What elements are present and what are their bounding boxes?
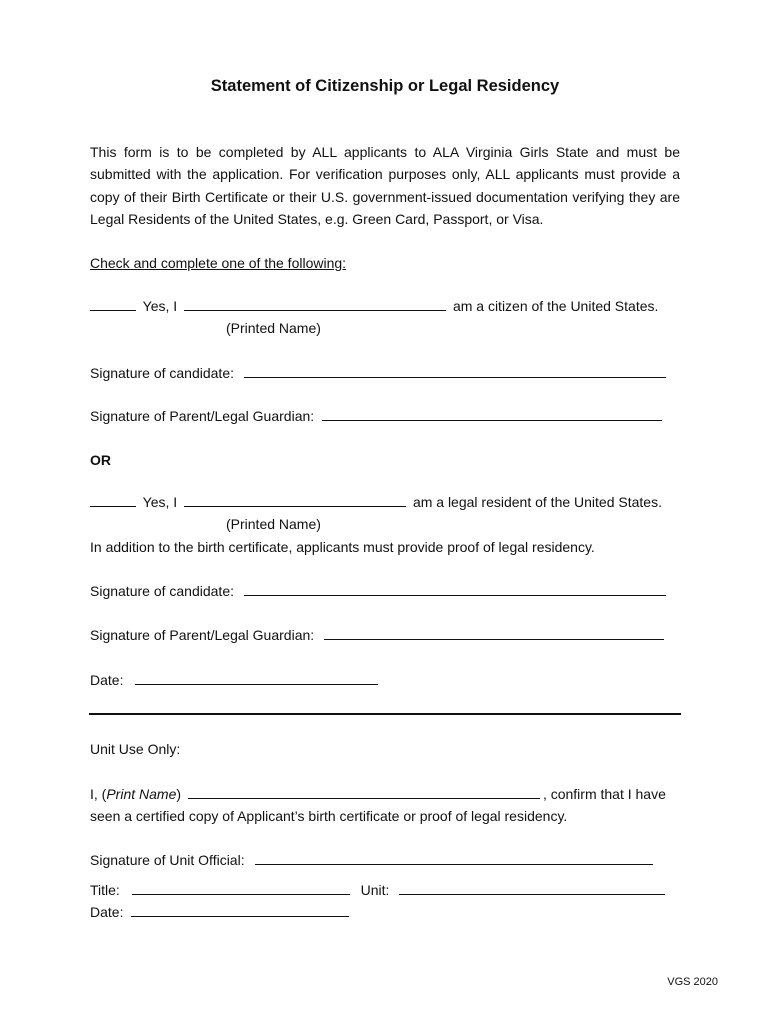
unit-title-row (90, 882, 668, 898)
unit-confirm-prefix: I, ( (90, 786, 107, 802)
citizen-candidate-signature-field[interactable] (244, 365, 666, 378)
resident-date-label: Date: (90, 672, 124, 688)
resident-date-row (90, 672, 381, 688)
page-title: Statement of Citizenship or Legal Residency (210, 77, 560, 95)
citizen-statement: am a citizen of the United States. (452, 298, 659, 314)
resident-printed-name-field[interactable] (184, 494, 406, 507)
citizen-candidate-signature-row (90, 365, 669, 381)
intro-paragraph: This form is to be completed by ALL applicants to ALA Virginia Girls State and must be submitted with the application. For verification purposes only, ALL applicants must provide a copy of their Birth Certificate or their U.S. government-issued documentation verifying they are Legal Residents of the United States, e.g. Green Card, Passport, or Visa. (90, 144, 680, 227)
citizen-yes-label: Yes, I (142, 298, 178, 314)
unit-date-label: Date: (90, 904, 124, 920)
citizen-printed-name-field[interactable] (184, 298, 446, 311)
citizen-printed-name-caption: (Printed Name) (226, 320, 321, 336)
instruction-text: Check and complete one of the following: (90, 255, 347, 271)
resident-candidate-signature-row (90, 583, 669, 599)
resident-date-field[interactable] (135, 672, 378, 685)
unit-confirm-close: ) (176, 786, 182, 802)
resident-parent-signature-field[interactable] (324, 627, 664, 640)
resident-candidate-signature-label: Signature of candidate: (90, 583, 234, 599)
citizen-parent-signature-label: Signature of Parent/Legal Guardian: (90, 408, 315, 424)
resident-note: In addition to the birth certificate, applicants must provide proof of legal residency. (90, 539, 595, 555)
or-divider-label: OR (90, 452, 111, 468)
unit-official-signature-label: Signature of Unit Official: (90, 852, 245, 868)
unit-date-field[interactable] (131, 904, 349, 917)
unit-unit-field[interactable] (399, 882, 665, 895)
unit-official-signature-field[interactable] (255, 852, 653, 865)
resident-statement: am a legal resident of the United States. (412, 494, 662, 510)
resident-yes-label: Yes, I (142, 494, 178, 510)
unit-date-row (90, 904, 352, 920)
citizen-row (90, 298, 658, 314)
footer-code: VGS 2020 (667, 976, 718, 988)
unit-confirm-print-name: Print Name (106, 786, 177, 802)
unit-title-label: Title: (90, 882, 120, 898)
unit-use-heading: Unit Use Only: (90, 741, 181, 757)
resident-row (90, 494, 662, 510)
citizen-parent-signature-field[interactable] (322, 408, 662, 421)
unit-confirm-row (90, 786, 666, 802)
resident-printed-name-caption: (Printed Name) (226, 516, 321, 532)
citizen-parent-signature-row (90, 408, 665, 424)
resident-parent-signature-row (90, 627, 667, 643)
citizen-check-blank[interactable] (90, 298, 136, 311)
resident-parent-signature-label: Signature of Parent/Legal Guardian: (90, 627, 315, 643)
citizen-candidate-signature-label: Signature of candidate: (90, 365, 234, 381)
unit-confirm-line2: seen a certified copy of Applicant’s birth certificate or proof of legal residency. (90, 808, 568, 824)
unit-title-field[interactable] (132, 882, 350, 895)
unit-official-signature-row (90, 852, 656, 868)
resident-check-blank[interactable] (90, 494, 136, 507)
unit-unit-label: Unit: (360, 882, 390, 898)
resident-candidate-signature-field[interactable] (244, 583, 666, 596)
unit-confirm-suffix: , confirm that I have (542, 786, 666, 802)
unit-official-name-field[interactable] (188, 786, 540, 799)
section-divider (89, 713, 681, 715)
